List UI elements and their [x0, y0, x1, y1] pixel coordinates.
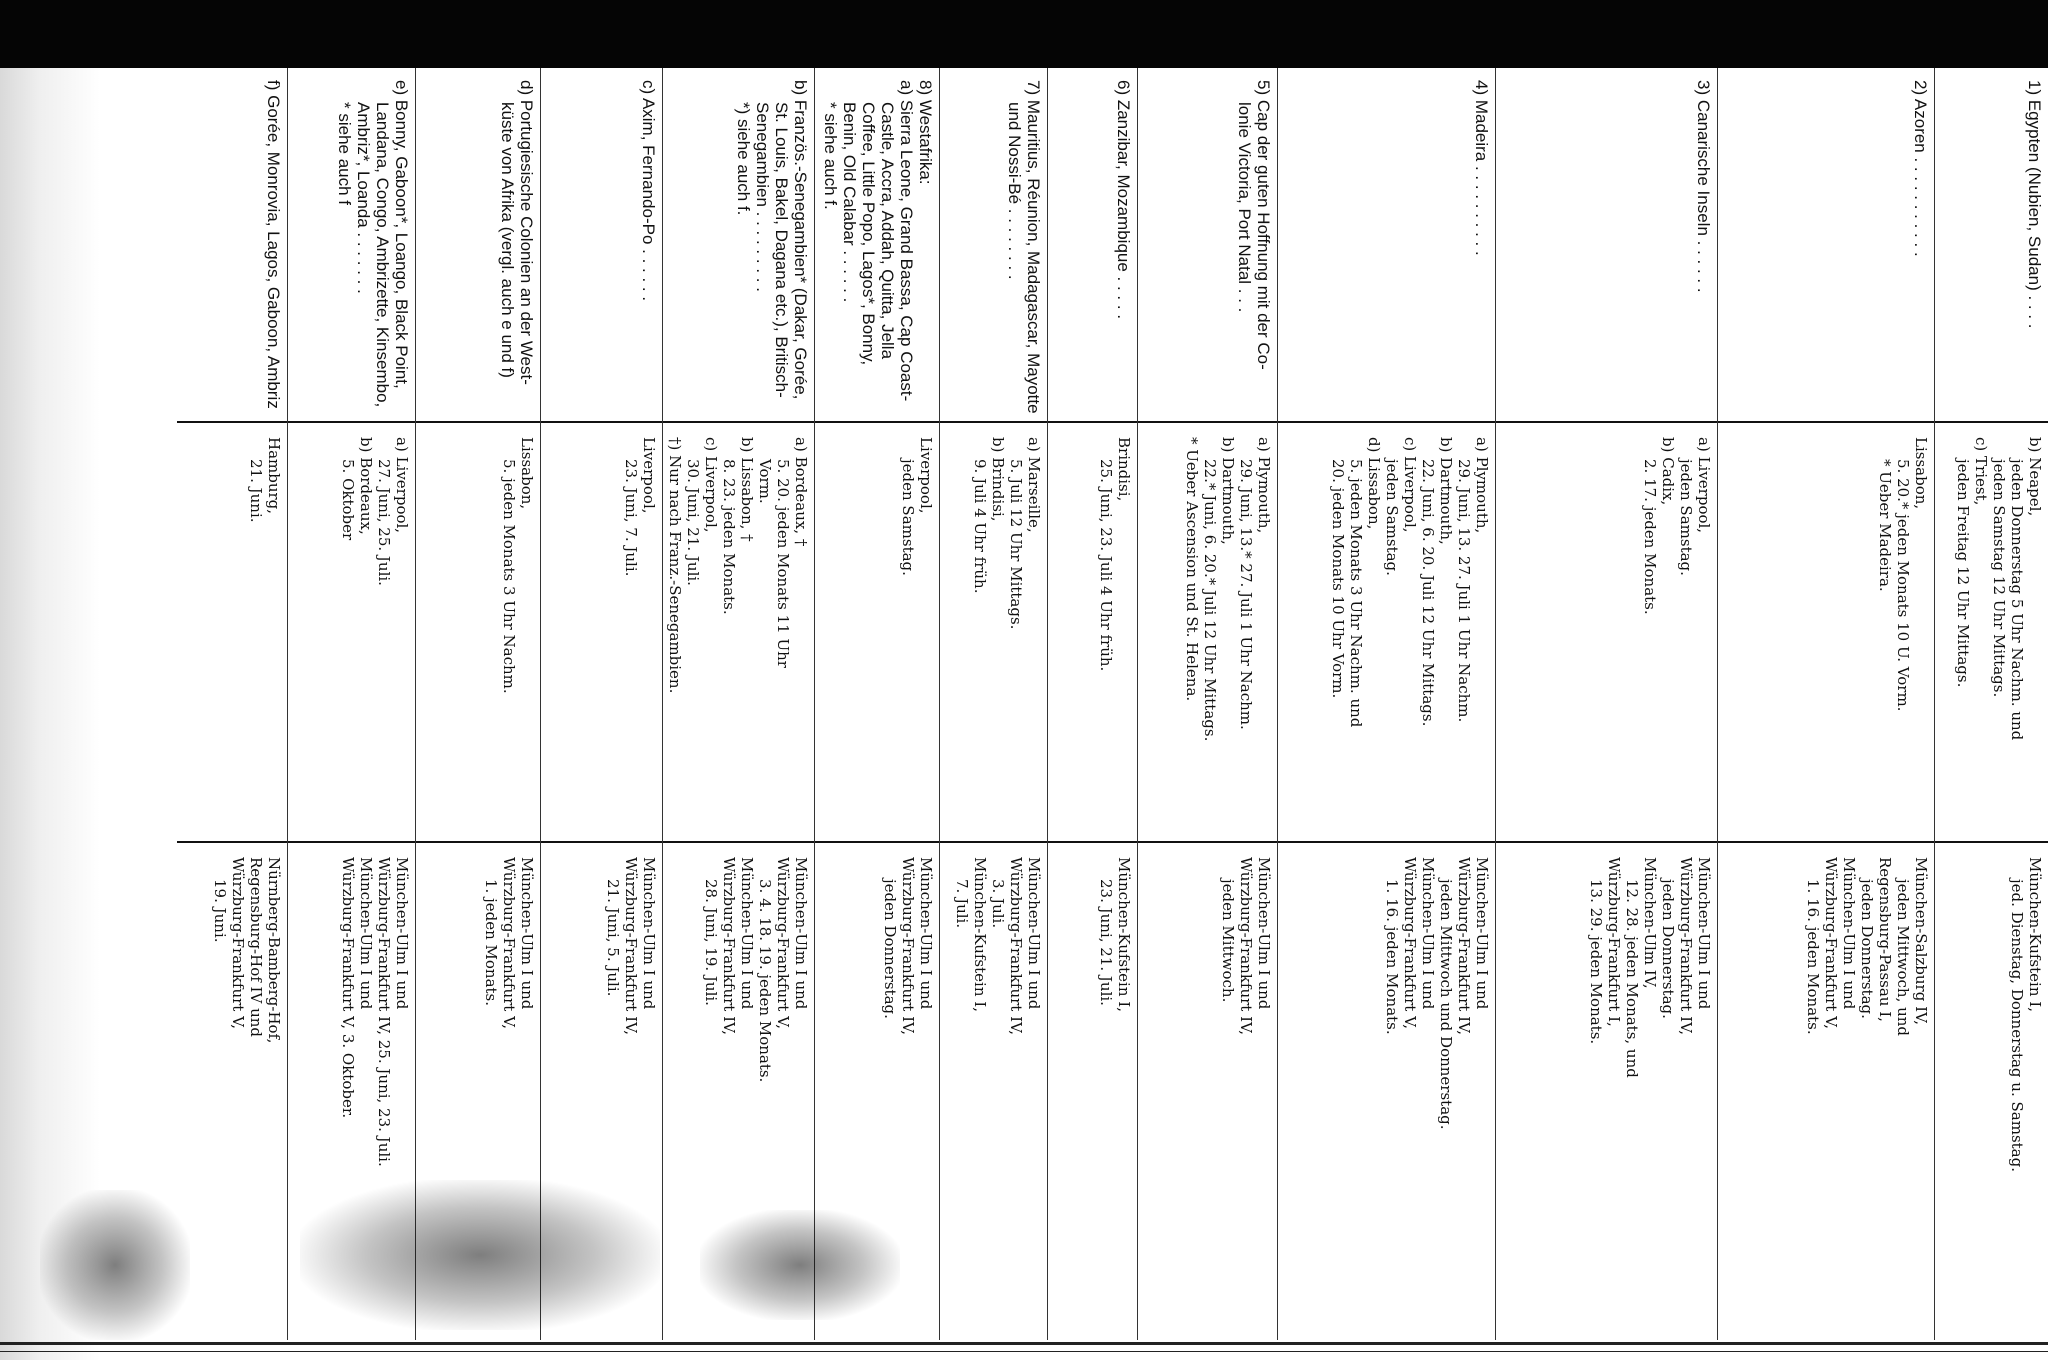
- table-row-madeira: [1277, 68, 1496, 1340]
- table-row-westafrika-a: [814, 68, 940, 1340]
- table-row-westafrika-d: [415, 68, 541, 1340]
- train-cell: München-Salzburg IV, jeden Mittwoch, und Regensburg-Passau I, jeden Donnerstag. München-Ulm I und Würzburg-Frankfurt V, 1. 16. jeden Monats.: [1804, 857, 1930, 1037]
- route-cell: Liverpool, 23. Juni, 7. Juli.: [540, 423, 662, 843]
- train-cell: Nürnberg-Bamberg-Hof, Regensburg-Hof IV und Würzburg-Frankfurt V, 19. Juni.: [211, 857, 283, 1044]
- train-cell: München-Ulm I und Würzburg-Frankfurt V, 1. jeden Monats.: [482, 857, 536, 1030]
- table-row-westafrika-e: [287, 68, 416, 1340]
- train-cell: München-Kufstein I, jed. Dienstag, Donnerstag u. Samstag.: [2008, 857, 2044, 1172]
- destination-cell: e) Bonny, Gaboon*, Loango, Black Point, Landana, Congo, Ambrizette, Kinsembo, Ambriz*, Loanda . . . . . . . * siehe auch f: [287, 68, 415, 423]
- destination-cell: b) Französ.-Senegambien* (Dakar, Gorée, St. Louis, Bakel, Dagana etc.), Britisch- Senegambien . . . . . . . . . *) siehe auch f.: [662, 68, 814, 423]
- train-cell: München-Ulm I und Würzburg-Frankfurt IV, jeden Donnerstag. München-Ulm IV, 12. 28. jeden Monats, und Würzburg-Frankfurt I, 13. 29. jeden Monats.: [1587, 857, 1713, 1078]
- schedule-table: [68, 68, 2048, 1340]
- destination-cell: 6) Zanzibar, Mozambique . . . . .: [1047, 68, 1137, 423]
- table-row-egypten: [1935, 68, 2048, 1340]
- train-cell: München-Kufstein I, 23. Juni, 21. Juli.: [1097, 857, 1133, 1012]
- table-row-azoren: [1717, 68, 1935, 1340]
- table-row-westafrika-b: [662, 68, 815, 1340]
- destination-cell: d) Portugiesische Colonien an der West- küste von Afrika (vergl. auch e und f): [415, 68, 540, 423]
- train-cell: München-Ulm I und Würzburg-Frankfurt IV, jeden Mittwoch und Donnerstag. München-Ulm I und Würzburg-Frankfurt V, 1. 16. jeden Monats.: [1383, 857, 1491, 1130]
- train-cell: München-Ulm I und Würzburg-Frankfurt IV, jeden Donnerstag.: [881, 857, 935, 1036]
- route-cell: Hamburg, 21. Juni.: [177, 423, 287, 843]
- route-cell: Brindisi, 25. Juni, 23. Juli 4 Uhr früh.: [1047, 423, 1137, 843]
- bottom-rule: [0, 1342, 2048, 1352]
- table-row-canarische-inseln: [1495, 68, 1718, 1340]
- table-row-zanzibar: [1047, 68, 1138, 1340]
- scan-top-border: [0, 0, 2048, 68]
- destination-cell: 1) Egypten (Nubien, Sudan) . . . .: [1935, 68, 2048, 423]
- destination-cell: 2) Azoren . . . . . . . . . . .: [1717, 68, 1934, 423]
- table-row-cap-der-guten-hoffnung: [1137, 68, 1278, 1340]
- destination-cell: 4) Madeira . . . . . . . . . .: [1277, 68, 1495, 423]
- route-cell: a) Bordeaux, † 5. 20. jeden Monats 11 Uhr Vorm. b) Lissabon, † 8. 23. jeden Monats. c) Liverpool, 30. Juni, 21. Juli. †) Nur nach Franz.-Senegambien.: [662, 423, 814, 843]
- table-row-mauritius: [939, 68, 1048, 1340]
- route-cell: a) Plymouth, 29. Juni, 13. 27. Juli 1 Uhr Nachm. b) Dartmouth, 22. Juni, 6. 20. Juli 12 Uhr Mittags. c) Liverpool, jeden Samstag. d) Lissabon, 5. jeden Monats 3 Uhr Nachm. und 20. jeden Monats 10 Uhr Vorm.: [1277, 423, 1495, 843]
- scan-stain: [40, 1190, 190, 1340]
- train-cell: München-Ulm I und Würzburg-Frankfurt V, 3. 4. 18. 19. jeden Monats. München-Ulm I und Würzburg-Frankfurt IV, 28. Juni, 19. Juli.: [702, 857, 810, 1083]
- train-cell: München-Ulm I und Würzburg-Frankfurt IV, 3. Juli. München-Kufstein I, 7. Juli.: [953, 857, 1043, 1036]
- route-cell: a) Marseille, 5. Juli 12 Uhr Mittags. b) Brindisi, 9. Juli 4 Uhr früh.: [939, 423, 1047, 843]
- route-cell: a) Liverpool, jeden Samstag. b) Cadix, 2. 17. jeden Monats.: [1495, 423, 1717, 843]
- destination-cell: 7) Mauritius, Réunion, Madagascar, Mayotte und Nossi-Bé . . . . . . . .: [939, 68, 1047, 423]
- scan-stain: [700, 1210, 900, 1320]
- route-cell: Lissabon, 5. 20.* jeden Monats 10 U. Vorm. * Ueber Madeira.: [1717, 423, 1934, 843]
- train-cell: München-Ulm I und Würzburg-Frankfurt IV, jeden Mittwoch.: [1219, 857, 1273, 1036]
- route-cell: Liverpool, jeden Samstag.: [814, 423, 939, 843]
- train-cell: München-Ulm I und Würzburg-Frankfurt IV, 21. Juni, 5. Juli.: [604, 857, 658, 1036]
- table-row-westafrika-c: [540, 68, 663, 1340]
- train-cell: München-Ulm I und Würzburg-Frankfurt IV, 25. Juni, 23. Juli. München-Ulm I und Würzburg-Frankfurt V, 3. Oktober.: [339, 857, 411, 1167]
- destination-cell: 5) Cap der guten Hoffnung mit der Co- lonie Victoria, Port Natal . . .: [1137, 68, 1277, 423]
- route-cell: Lissabon, 5. jeden Monats 3 Uhr Nachm.: [415, 423, 540, 843]
- destination-cell: c) Axim, Fernando-Po . . . . . .: [540, 68, 662, 423]
- scan-stain: [300, 1180, 660, 1330]
- destination-cell: 3) Canarische Inseln . . . . . .: [1495, 68, 1717, 423]
- route-cell: a) Plymouth, 29. Juni, 13.* 27. Juli 1 Uhr Nachm. b) Dartmouth, 22.* Juni, 6. 20.* Juli 12 Uhr Mittags. * Ueber Ascension und St. Helena.: [1137, 423, 1277, 843]
- route-cell: a) Liverpool, 27. Juni, 25. Juli. b) Bordeaux, 5. Oktober: [287, 423, 415, 843]
- destination-cell: f) Gorée, Monrovia, Lagos, Gaboon, Ambriz: [177, 68, 287, 423]
- table-row-westafrika-f: [177, 68, 288, 1340]
- route-cell: b) Neapel, jeden Donnerstag 5 Uhr Nachm. und jeden Samstag 12 Uhr Mittags. c) Triest, jeden Freitag 12 Uhr Mittags.: [1935, 423, 2048, 843]
- destination-cell: 8) Westafrika: a) Sierra Leone, Grand Bassa, Cap Coast- Castle, Accra, Addah, Quitta, Jella Coffee, Little Popo, Lagos*, Bonny, Benin, Old Calabar . . . . . . * siehe auch f.: [814, 68, 939, 423]
